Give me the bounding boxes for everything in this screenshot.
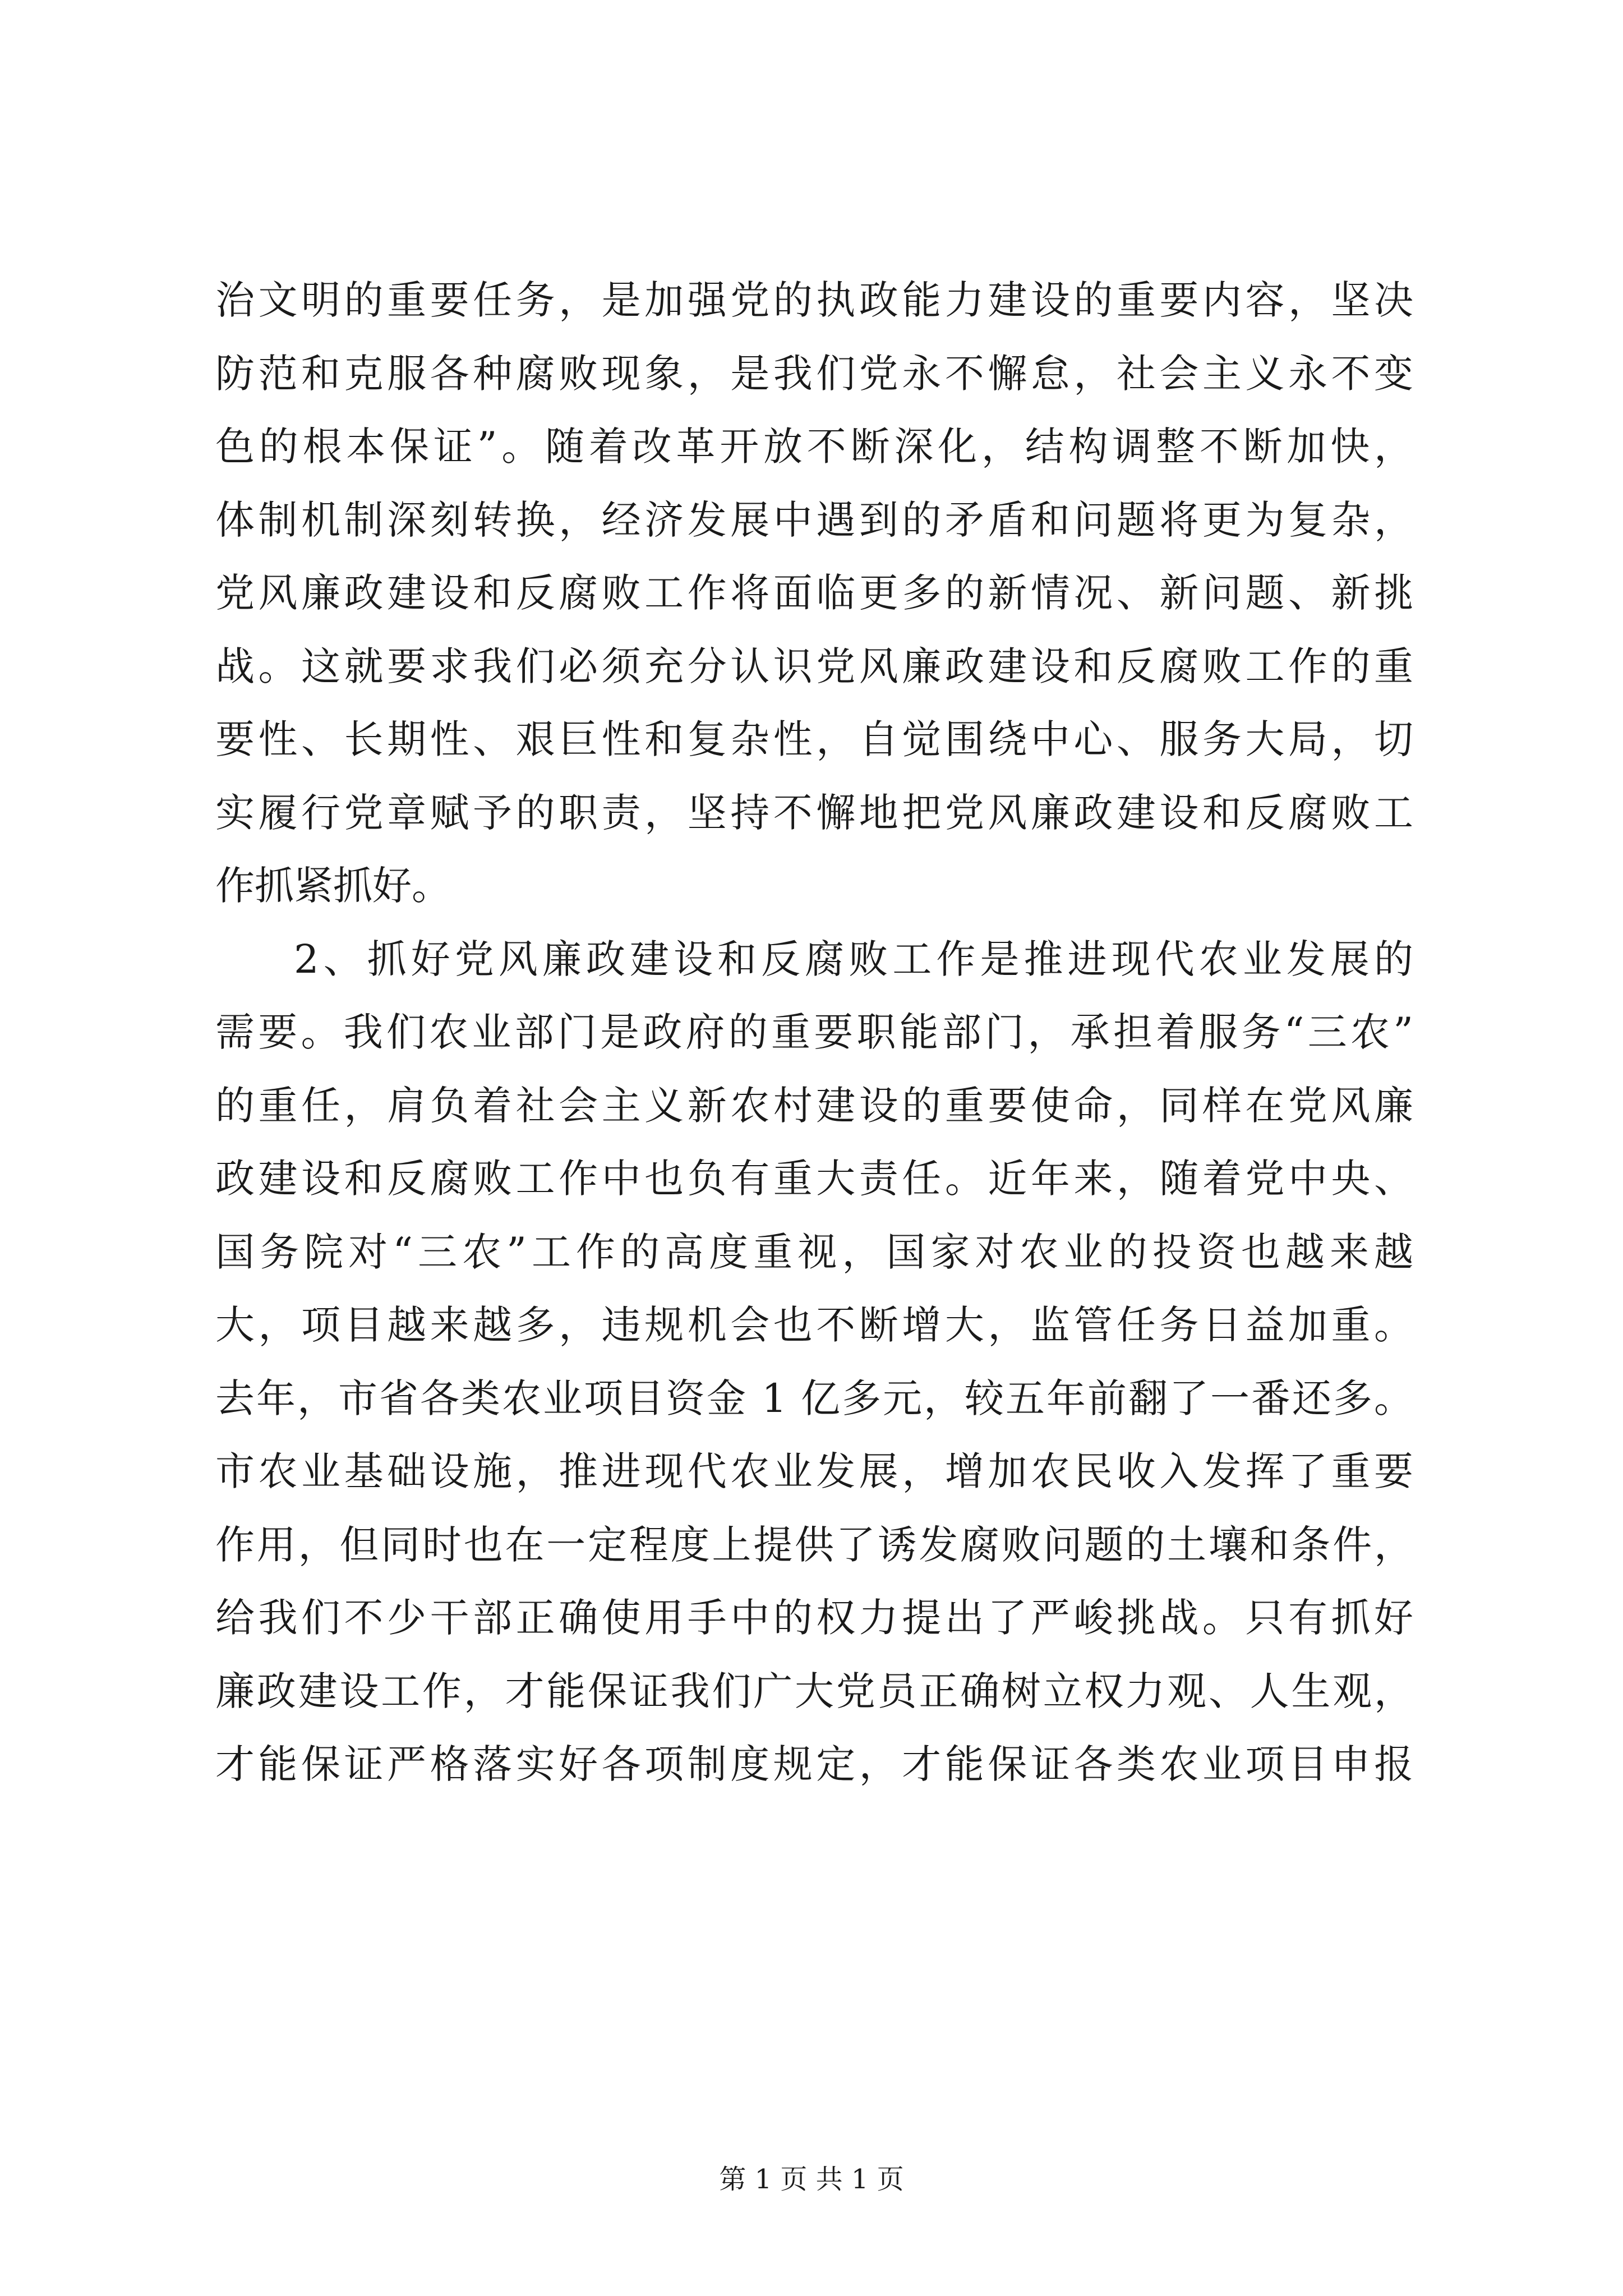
- text-line: 作用，但同时也在一定程度上提供了诱发腐败问题的土壤和条件，: [215, 1521, 1413, 1568]
- text-line: 体制机制深刻转换，经济发展中遇到的矛盾和问题将更为复杂，: [215, 496, 1413, 543]
- text-line: 国务院对“三农”工作的高度重视，国家对农业的投资也越来越: [215, 1228, 1413, 1275]
- paragraph-2: [215, 923, 1413, 1801]
- text-line: 实履行党章赋予的职责，坚持不懈地把党风廉政建设和反腐败工: [215, 789, 1413, 836]
- text-line: 大，项目越来越多，违规机会也不断增大，监管任务日益加重。: [215, 1302, 1413, 1348]
- text-line: 要性、长期性、艰巨性和复杂性，自觉围绕中心、服务大局，切: [215, 716, 1413, 762]
- text-line: 给我们不少干部正确使用手中的权力提出了严峻挑战。只有抓好: [215, 1595, 1413, 1641]
- text-line: 市农业基础设施，推进现代农业发展，增加农民收入发挥了重要: [215, 1448, 1413, 1494]
- text-line: 廉政建设工作，才能保证我们广大党员正确树立权力观、人生观，: [215, 1668, 1413, 1714]
- paragraph-1: [215, 264, 1413, 923]
- document-body: [215, 264, 1413, 1801]
- text-line: 治文明的重要任务，是加强党的执政能力建设的重要内容，坚决: [215, 277, 1413, 323]
- text-line: 需要。我们农业部门是政府的重要职能部门，承担着服务“三农”: [215, 1009, 1413, 1055]
- text-line: 才能保证严格落实好各项制度规定，才能保证各类农业项目申报: [215, 1741, 1413, 1787]
- page-footer: [0, 2162, 1623, 2196]
- text-line: 作抓紧抓好。: [215, 863, 451, 909]
- text-line: 的重任，肩负着社会主义新农村建设的重要使命，同样在党风廉: [215, 1082, 1413, 1129]
- text-line: 防范和克服各种腐败现象，是我们党永不懈怠，社会主义永不变: [215, 350, 1413, 397]
- text-line: 去年，市省各类农业项目资金 1 亿多元，较五年前翻了一番还多。: [215, 1375, 1413, 1421]
- page-number: 第 1 页 共 1 页: [719, 2164, 904, 2195]
- text-line: 党风廉政建设和反腐败工作将面临更多的新情况、新问题、新挑: [215, 570, 1413, 616]
- text-line: 战。这就要求我们必须充分认识党风廉政建设和反腐败工作的重: [215, 643, 1413, 689]
- text-line: 2、抓好党风廉政建设和反腐败工作是推进现代农业发展的: [294, 936, 1413, 982]
- text-line: 政建设和反腐败工作中也负有重大责任。近年来，随着党中央、: [215, 1156, 1413, 1202]
- text-line: 色的根本保证”。随着改革开放不断深化，结构调整不断加快，: [215, 424, 1413, 470]
